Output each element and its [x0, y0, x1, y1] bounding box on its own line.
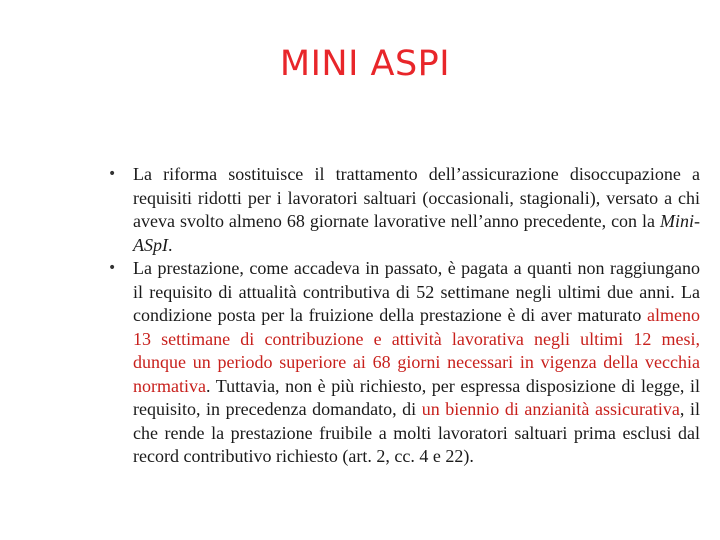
bullet-text-highlight: un biennio di anzianità assicurativa — [421, 399, 680, 419]
bullet-marker: • — [108, 260, 117, 276]
bullet-marker: • — [108, 166, 117, 182]
slide-title: MINI ASPI — [279, 44, 451, 84]
bullet-list — [108, 163, 700, 469]
bullet-item — [108, 257, 700, 469]
bullet-text-segment: , il che rende la prestazione fruibile a molti lavoratori saltuari prima esclusi dal record contributivo richiesto (art. 2, cc. 4 e 22). — [133, 399, 700, 466]
bullet-text-segment: . Tuttavia, non è più richiesto, per espressa disposizione di legge, il requisito, in precedenza domandato, di — [133, 375, 700, 419]
bullet-text-segment: . — [168, 234, 173, 255]
bullet-text-italic: Mini-ASpI — [133, 211, 700, 255]
bullet-text-segment: La prestazione, come accadeva in passato, è pagata a quanti non raggiungano il requisito di attualità contributiva di 52 settimane negli ultimi due anni. La condizione posta per la fruizione della prestazione è di aver maturato — [133, 258, 700, 325]
bullet-text-highlight: almeno 13 settimane di contribuzione e attività lavorativa negli ultimi 12 mesi, dunque un periodo superiore ai 68 giorni necessari in vigenza della vecchia normativa — [133, 305, 700, 396]
bullet-item — [108, 163, 700, 257]
bullet-text-segment: La riforma sostituisce il trattamento dell’assicurazione disoccupazione a requisiti ridotti per i lavoratori saltuari (occasionali, stagionali), versato a chi aveva svolto almeno 68 giornate lavorative nell’anno precedente, con la — [133, 164, 700, 231]
